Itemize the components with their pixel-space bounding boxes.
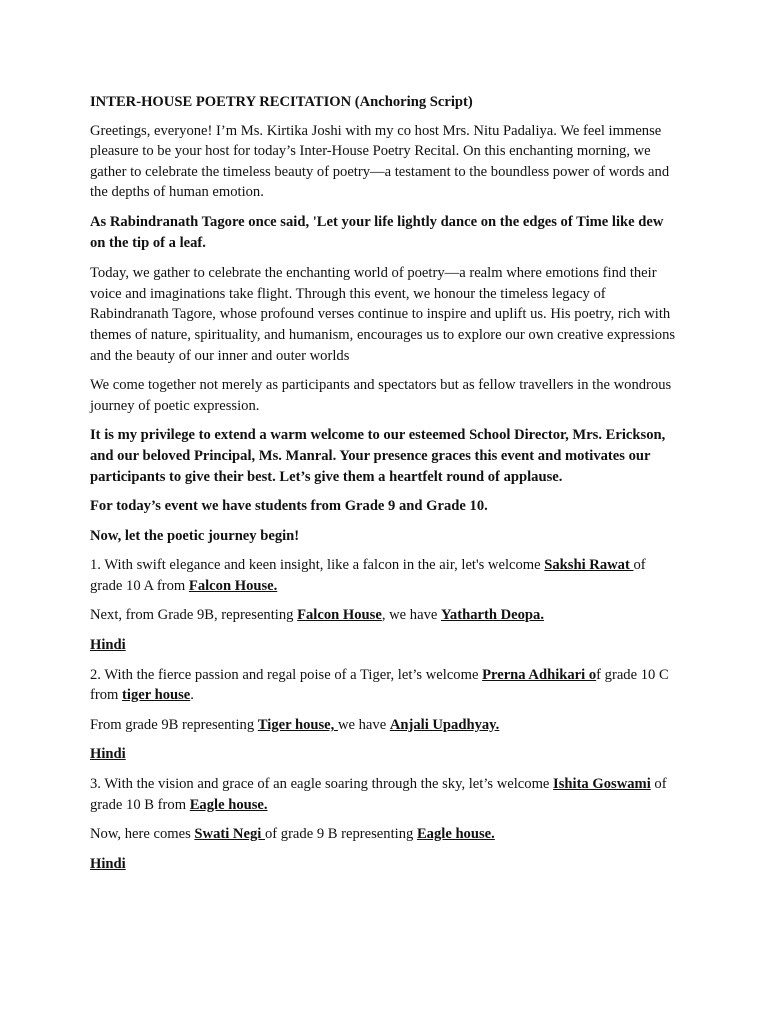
document-title: INTER-HOUSE POETRY RECITATION (Anchoring Script) [90, 94, 473, 110]
greeting-paragraph: Greetings, everyone! I’m Ms. Kirtika Joshi with my co host Mrs. Nitu Padaliya. We feel immense pleasure to be your host for today’s Inter-House Poetry Recital. On this enchanting morning, we gather to celebrate the timeless beauty of poetry—a testament to the boundless power of words and the depths of human emotion. [90, 122, 670, 201]
next-1-name: Yatharth Deopa. [441, 607, 544, 624]
item-2-text-2: f grade 10 C from [90, 666, 669, 704]
document-page [90, 92, 680, 883]
item-2-paragraph [90, 665, 680, 706]
welcome-paragraph: It is my privilege to extend a warm welcome to our esteemed School Director, Mrs. Erickson, and our beloved Principal, Ms. Manral. Your presence graces this event and motivates our participants to give their best. Let’s give them a heartfelt round of applause. [90, 427, 666, 485]
tagore-quote: As Rabindranath Tagore once said, 'Let your life lightly dance on the edges of Time like dew on the tip of a leaf. [90, 213, 664, 251]
item-1-text-2: of grade 10 A from [90, 557, 646, 594]
next-3-text: Now, here comes [90, 826, 195, 843]
next-1-house: Falcon House [297, 607, 382, 624]
item-2-name: Prerna Adhikari o [482, 666, 597, 683]
next-1-paragraph [90, 605, 680, 626]
next-3-paragraph [90, 824, 680, 845]
item-1-house: Falcon House. [188, 577, 278, 594]
next-1-text: Next, from Grade 9B, representing [90, 607, 298, 624]
next-2-text: From grade 9B representing [90, 716, 258, 733]
item-1-name: Sakshi Rawat [544, 557, 634, 574]
item-1-paragraph [90, 555, 680, 596]
item-3-name: Ishita Goswami [553, 776, 651, 793]
next-3-name: Swati Negi [194, 826, 265, 843]
next-1-text-2: , we have [381, 607, 441, 624]
grades-paragraph: For today’s event we have students from Grade 9 and Grade 10. [90, 498, 488, 515]
item-3-text: 3. With the vision and grace of an eagle soaring through the sky, let’s welcome [90, 776, 554, 793]
hindi-label-2: Hindi [90, 746, 126, 763]
next-3-house: Eagle house. [416, 826, 495, 843]
item-3-paragraph [90, 774, 680, 815]
hindi-heading-1 [90, 635, 680, 656]
hindi-label-3: Hindi [90, 855, 126, 872]
hindi-label-1: Hindi [90, 637, 126, 654]
next-3-text-2: of grade 9 B representing [264, 826, 417, 843]
hindi-heading-3 [90, 854, 680, 875]
next-2-text-2: we have [337, 716, 390, 733]
next-2-house: Tiger house, [257, 716, 338, 733]
item-2-text: 2. With the fierce passion and regal poise of a Tiger, let’s welcome [90, 666, 483, 683]
tagore-paragraph: Today, we gather to celebrate the enchanting world of poetry—a realm where emotions find their voice and imaginations take flight. Through this event, we honour the timeless legacy of Rabindranath Tagore, whose profound verses continue to inspire and uplift us. His poetry, rich with themes of nature, spirituality, and humanism, encourages us to explore our own creative expressions and the beauty of our inner and outer worlds [90, 265, 676, 364]
journey-begin-line: Now, let the poetic journey begin! [90, 527, 300, 544]
next-2-paragraph [90, 715, 680, 736]
item-3-text-2: of grade 10 B from [90, 776, 667, 813]
item-2-text-3: . [190, 687, 194, 704]
item-1-text: 1. With swift elegance and keen insight, like a falcon in the air, let's welcome [90, 557, 545, 574]
next-2-name: Anjali Upadhyay. [389, 716, 500, 733]
together-paragraph: We come together not merely as participants and spectators but as fellow travellers in the wondrous journey of poetic expression. [90, 377, 672, 414]
hindi-heading-2 [90, 744, 680, 765]
item-2-house: tiger house [122, 687, 191, 704]
item-3-house: Eagle house. [189, 796, 268, 813]
